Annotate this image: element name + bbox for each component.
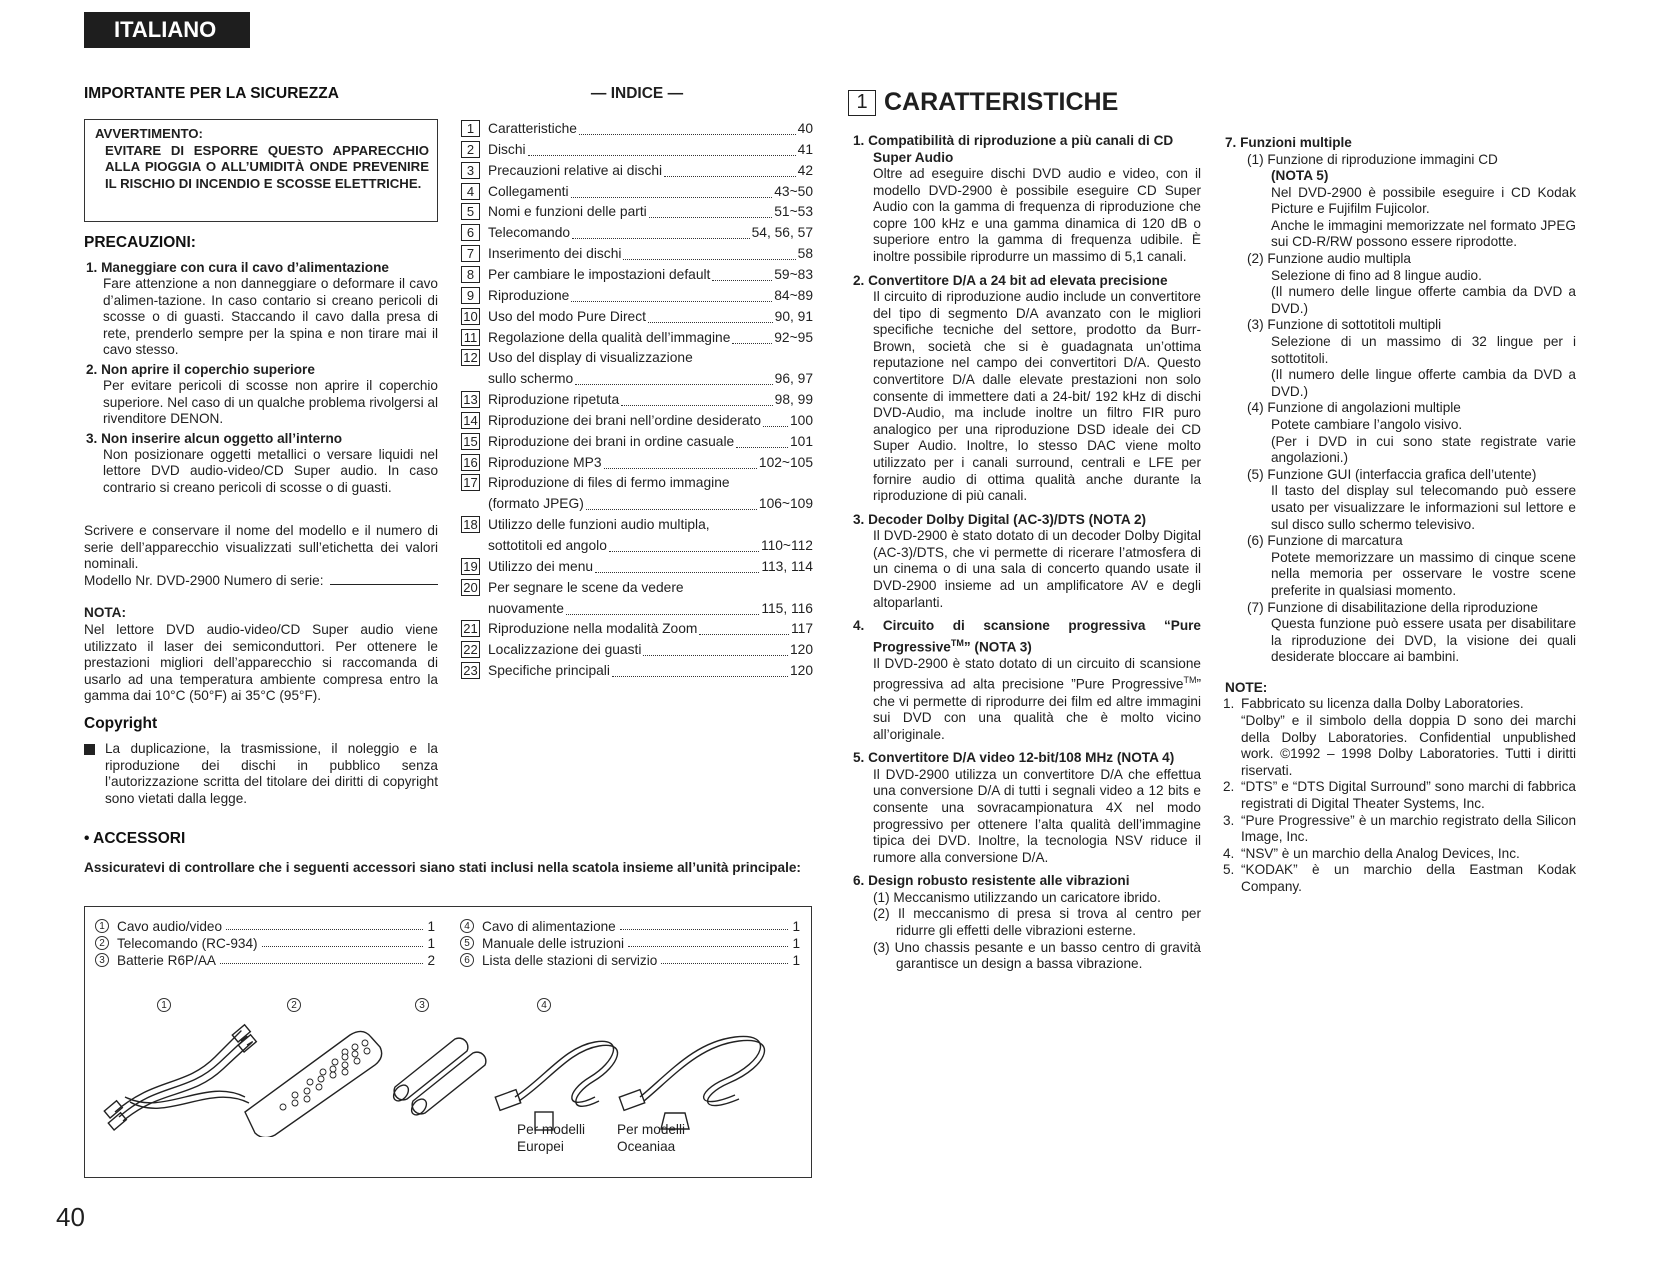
index-number: 7 (461, 245, 480, 262)
feature-7-item-body: Potete cambiare l’angolo visivo. (1271, 417, 1463, 432)
item-label: Batterie R6P/AA (117, 953, 216, 968)
caption-oc-line1: Per modelli (617, 1122, 685, 1137)
index-page: 115, 116 (761, 600, 813, 616)
index-text: Telecomando (488, 225, 571, 241)
feature-7-item-head: (6) Funzione di marcatura (1247, 533, 1403, 549)
index-row (461, 514, 813, 535)
power-cord-eu-icon (495, 1041, 617, 1130)
dot-leader (620, 919, 789, 930)
index-page: 58 (797, 246, 813, 262)
index-page: 40 (797, 121, 813, 136)
features-number: 1 (848, 90, 876, 116)
index-number: 2 (461, 141, 480, 158)
index-text: Per cambiare le impostazioni default (488, 266, 711, 282)
note-number: 3. (1223, 812, 1235, 828)
caption-eu-line2: Europei (517, 1138, 564, 1154)
figure-label-1: 1 (157, 998, 171, 1012)
dot-leader (736, 447, 788, 448)
accessory-item (460, 919, 800, 934)
caption-eu-line1: Per modelli (517, 1122, 585, 1137)
index-number (461, 495, 480, 512)
note-number: 1. (1223, 696, 1235, 712)
item-qty: 1 (427, 919, 435, 934)
dot-leader (643, 655, 788, 656)
dot-leader (579, 134, 796, 135)
index-text: Riproduzione ripetuta (488, 392, 620, 408)
feature-3-body: Il DVD-2900 è stato dotato di un decoder Dolby Digital (AC-3)/DTS, che vi permette di ricerare l’atmosfera di un cinema o di una sala di concerto quando usate il DVD-2900 insieme ad un amplificatore AV e degli altoparlanti. (873, 528, 1201, 610)
index-row (461, 431, 813, 452)
precaution-3-body: Non posizionare oggetti metallici o versare liquidi nel lettore DVD audio-video/CD Super audio. In caso contrario si creano pericoli di scosse o di guasti. (103, 446, 438, 495)
dot-leader (595, 572, 759, 573)
square-bullet-icon (84, 744, 95, 755)
model-line-text: Modello Nr. DVD-2900 Numero di serie: (84, 573, 324, 588)
index-text: Dischi (488, 141, 526, 157)
index-page: 117 (791, 621, 813, 637)
item-number: 6 (460, 953, 474, 967)
index-row (461, 535, 813, 556)
note-text2: “Dolby” e il simbolo della doppia D sono dei marchi della Dolby Laboratories. Confidential unpublished work. ©1992 – 1998 Dolby Laboratories. Tutti i diritti riservati. (1241, 713, 1576, 778)
dot-leader (528, 155, 796, 156)
index-text: Riproduzione dei brani in ordine casuale (488, 433, 735, 449)
feature-7-item-head: (1) Funzione di riproduzione immagini CD (1247, 151, 1498, 167)
index-title: — INDICE — (590, 85, 684, 102)
index-text: Riproduzione nella modalità Zoom (488, 621, 698, 637)
feature-7-item-body: Selezione di un massimo di 32 lingue per i sottotitoli. (1271, 334, 1576, 366)
index-text: Regolazione della qualità dell’immagine (488, 329, 731, 345)
dot-leader (262, 936, 424, 947)
index-page: 42 (797, 162, 813, 178)
note-text: “KODAK” è un marchio della Eastman Kodak Company. (1241, 862, 1576, 894)
precaution-1-title: 1. Maneggiare con cura il cavo d’alimentazione (86, 260, 389, 275)
index-row (461, 660, 813, 681)
dot-leader (648, 322, 773, 323)
warning-box (84, 119, 438, 222)
accessory-item (95, 953, 435, 968)
dot-leader (586, 509, 757, 510)
dot-leader (572, 238, 750, 239)
accessories-intro: Assicuratevi di controllare che i seguenti accessori siano stati inclusi nella scatola insieme all’unità principale: (84, 860, 801, 875)
note-text: “NSV” è un marchio della Analog Devices, Inc. (1241, 845, 1520, 861)
index-row (461, 598, 813, 619)
index-number (461, 537, 480, 554)
index-row (461, 327, 813, 348)
precaution-3-title: 3. Non inserire alcun oggetto all’interno (86, 430, 343, 446)
index-number: 10 (461, 308, 480, 325)
feature-7-item-body: Il tasto del display sul telecomando può essere usato per visualizzare le informazioni sul lettore e sul disco sullo schermo televisivo. (1271, 483, 1576, 532)
feature-2-body: Il circuito di riproduzione audio include un convertitore del tipo di segmento D/A avanzato con le migliori specifiche tecniche del settore, prodotto da Burr-Brown, società che si è guadagnata un’ottima reputazione nel campo dei convertitori D/A. Questo convertitore D/A dalle elevate prestazioni non solo consente di immettere dati a 24-bit/ 192 kHz di dischi DVD-Audio, ma include inoltre un filtro FIR puro analogico per una riproduzione DSD ideale dei CD Super Audio. Inoltre, lo stesso DAC viene molto utilizzato per i canali surround, centrali e LFE per fornire audio di ottima qualità anche durante la riproduzione di più canali. (873, 289, 1201, 504)
index-number: 6 (461, 224, 480, 241)
feature-7-item-body2: (Il numero delle lingue offerte cambia da DVD a DVD.) (1271, 284, 1576, 316)
feature-7-item-note: (NOTA 5) (1271, 168, 1329, 184)
dot-leader (220, 953, 423, 964)
dot-leader (575, 384, 773, 385)
index-text: Localizzazione dei guasti (488, 642, 642, 658)
index-page: 41 (797, 141, 813, 157)
feature-7-title: 7. Funzioni multiple (1225, 135, 1352, 150)
dot-leader (712, 280, 772, 281)
index-number: 4 (461, 183, 480, 200)
index-row (461, 306, 813, 327)
dot-leader (604, 468, 757, 469)
index-page: 51~53 (774, 204, 813, 220)
nota-title: NOTA: (84, 605, 127, 620)
features-title: CARATTERISTICHE (884, 88, 1119, 116)
feature-2-title: 2. Convertitore D/A a 24 bit ad elevata precisione (853, 272, 1168, 288)
feature-4-title-a: 4. Circuito di scansione progressiva “Pure Progressive (853, 618, 1201, 655)
index-number: 21 (461, 620, 480, 637)
index-number: 9 (461, 287, 480, 304)
feature-7-item-head: (5) Funzione GUI (interfaccia grafica dell’utente) (1247, 466, 1537, 482)
serial-note: Scrivere e conservare il nome del modello e il numero di serie dell’apparecchio visualizzati sull’etichetta dei valori nominali. (84, 523, 438, 572)
dot-leader (763, 426, 788, 427)
index-text: Inserimento dei dischi (488, 246, 622, 262)
index-number: 20 (461, 579, 480, 596)
index-text: sullo schermo (488, 371, 574, 387)
index-row (461, 201, 813, 222)
item-number: 4 (460, 919, 474, 933)
feature-4-body-a: Il DVD-2900 è stato dotato di un circuito di scansione progressiva ad alta precisione ”Pure Progressive (873, 655, 1201, 692)
index-row (461, 347, 813, 368)
index-text: Riproduzione dei brani nell’ordine desiderato (488, 412, 762, 428)
index-text: (formato JPEG) (488, 496, 584, 512)
index-row (461, 410, 813, 431)
note-text: Fabbricato su licenza dalla Dolby Laboratories. (1241, 696, 1524, 712)
index-number: 17 (461, 474, 480, 491)
warning-text: EVITARE DI ESPORRE QUESTO APPARECCHIO ALLA PIOGGIA O ALL’UMIDITÀ ONDE PREVENIRE IL RISCHIO DI INCENDIO E SCOSSE ELETTRICHE. (105, 142, 429, 191)
index-page: 84~89 (774, 287, 813, 303)
feature-7-item-body2: Anche le immagini memorizzate nel formato JPEG sui CD-R/RW possono essere riprodotte. (1271, 217, 1576, 250)
item-label: Lista delle stazioni di servizio (482, 953, 658, 968)
item-label: Manuale delle istruzioni (482, 936, 625, 951)
index-text: Riproduzione MP3 (488, 454, 602, 470)
dot-leader (664, 176, 796, 177)
index-number: 13 (461, 391, 480, 408)
feature-1-title: 1. Compatibilità di riproduzione a più canali di CD Super Audio (853, 133, 1174, 165)
item-number: 3 (95, 953, 109, 967)
index-number: 11 (461, 329, 480, 346)
item-qty: 1 (792, 953, 800, 968)
feature-7-item-head: (7) Funzione di disabilitazione della riproduzione (1247, 599, 1538, 615)
figure-label-3: 3 (415, 998, 429, 1012)
index-row (461, 222, 813, 243)
note-item (1223, 846, 1576, 863)
feature-6-title: 6. Design robusto resistente alle vibrazioni (853, 873, 1130, 889)
index-text: nuovamente (488, 600, 564, 616)
index-page: 98, 99 (774, 392, 813, 408)
index-page: 92~95 (774, 329, 813, 345)
index-row (461, 368, 813, 389)
item-number: 5 (460, 936, 474, 950)
index-row (461, 243, 813, 264)
index-number: 14 (461, 412, 480, 429)
index-text: Riproduzione (488, 287, 570, 303)
note-item (1223, 862, 1576, 895)
feature-7-item-body2: (Per i DVD in cui sono state registrate varie angolazioni.) (1271, 433, 1576, 466)
feature-7-item-head: (2) Funzione audio multipla (1247, 251, 1411, 267)
item-qty: 1 (792, 919, 800, 934)
accessory-item (95, 919, 435, 934)
accessory-item (460, 953, 800, 968)
dot-leader (623, 259, 795, 260)
copyright-title: Copyright (84, 715, 158, 732)
dot-leader (699, 634, 789, 635)
caption-oc (617, 1122, 685, 1155)
index-row (461, 139, 813, 160)
copyright-item (84, 741, 438, 807)
index-number: 1 (461, 120, 480, 137)
precaution-2-body: Per evitare pericoli di scosse non aprire il coperchio superiore. Nel caso di un qualche problema rivolgersi al rivenditore DENON. (103, 377, 438, 427)
index-page: 120 (789, 663, 813, 679)
note-number: 4. (1223, 845, 1235, 861)
dot-leader (226, 919, 423, 930)
index-text: Nomi e funzioni delle parti (488, 204, 647, 220)
note-item (1223, 779, 1576, 812)
feature-6-item: (3) Uno chassis pesante e un basso centro di gravità garantisce un design a bassa vibrazione. (873, 939, 1201, 972)
dot-leader (621, 405, 772, 406)
index-row (461, 389, 813, 410)
feature-7-item-body: Potete memorizzare un massimo di cinque scene nella memoria per osservare le vostre scene preferite in qualsiasi momento. (1271, 549, 1576, 598)
index-text: Riproduzione di files di fermo immagine (488, 475, 730, 491)
precaution-1-body: Fare attenzione a non danneggiare o deformare il cavo d’alimen-tazione. In caso contario si creano pericoli di scosse o di guasti. Staccando il cavo dalla presa di rete, prenderlo sempre per la spina e non tirare mai il cavo stesso. (103, 276, 438, 358)
index-text: Collegamenti (488, 183, 569, 199)
feature-7-item-body: Selezione di fino ad 8 lingue audio. (1271, 267, 1482, 283)
feature-7-item-body2: (Il numero delle lingue offerte cambia da DVD a DVD.) (1271, 367, 1576, 399)
dot-leader (732, 343, 772, 344)
page-number: 40 (56, 1202, 85, 1232)
accessories-box (84, 906, 812, 1178)
index-text: Uso del display di visualizzazione (488, 350, 693, 366)
precaution-2-title: 2. Non aprire il coperchio superiore (86, 361, 315, 377)
notes-title: NOTE: (1225, 679, 1268, 695)
model-line (84, 573, 438, 588)
feature-4-body (848, 656, 1201, 744)
accessories-title: • ACCESSORI (84, 830, 186, 847)
index-number (461, 370, 480, 387)
feature-3-title: 3. Decoder Dolby Digital (AC-3)/DTS (NOTA 2) (853, 511, 1147, 527)
index-row (461, 452, 813, 473)
dot-leader (609, 551, 759, 552)
item-label: Cavo di alimentazione (482, 919, 616, 934)
index-text: Utilizzo dei menu (488, 558, 594, 574)
feature-4-body-b: ” che vi permette di riprodurre dei film ed altre immagini sui DVD con una qualità che è molto vicino all’originale. (873, 676, 1201, 742)
figure-label-4: 4 (537, 998, 551, 1012)
warning-title: AVVERTIMENTO: (95, 126, 203, 141)
dot-leader (661, 953, 788, 964)
feature-5-body: Il DVD-2900 utilizza un convertitore D/A che effettua una conversione D/A di tutti i segnali video a 12 bits e consente una sovracampionatura 4X nel modo progressivo per ottenere l’alta qualità dell’immagine tipica dei DVD. Inoltre, la tecnologia NSV riduce il rumore alla conversione D/A. (873, 766, 1201, 865)
feature-4-title (848, 618, 1201, 656)
feature-5-title: 5. Convertitore D/A video 12-bit/108 MHz (NOTA 4) (853, 750, 1175, 766)
item-qty: 1 (427, 936, 435, 951)
index-page: 102~105 (758, 454, 813, 470)
note-item (1223, 696, 1576, 713)
note-number: 2. (1223, 779, 1235, 795)
note-text: “Pure Progressive” è un marchio registrato della Silicon Image, Inc. (1241, 812, 1576, 845)
index-row (461, 577, 813, 598)
feature-7-item-body: Nel DVD-2900 è possibile eseguire i CD Kodak Picture e Fujifilm Fujicolor. (1271, 184, 1576, 217)
feature-7-item-body: Questa funzione può essere usata per disabilitare la riproduzione dei DVD, la visione dei quali desiderate bloccare ai bambini. (1271, 616, 1576, 665)
item-label: Cavo audio/video (117, 919, 223, 934)
index-number: 15 (461, 433, 480, 450)
index-number: 12 (461, 349, 480, 366)
index-row (461, 472, 813, 493)
features-col-left (848, 133, 1201, 973)
item-qty: 1 (792, 936, 800, 951)
feature-6-item: (1) Meccanismo utilizzando un caricatore ibrido. (873, 889, 1161, 905)
index-row (461, 556, 813, 577)
note-item (1223, 813, 1576, 846)
feature-7-item-head: (3) Funzione di sottotitoli multipli (1247, 317, 1442, 333)
index-row (461, 118, 813, 139)
item-number: 1 (95, 919, 109, 933)
item-qty: 2 (427, 953, 435, 968)
index-row (461, 285, 813, 306)
index-page: 90, 91 (774, 308, 813, 324)
copyright-body: La duplicazione, la trasmissione, il noleggio e la riproduzione dei dischi in pubblico senza l’autorizzazione scritta del titolare dei diritti di copyright sono vietati dalla legge. (105, 741, 438, 806)
serial-blank (330, 573, 439, 585)
index-page: 43~50 (774, 183, 813, 199)
note-text: “DTS” e “DTS Digital Surround” sono marchi di fabbrica registrati di Digital Theater Systems, Inc. (1241, 779, 1576, 811)
index-row (461, 160, 813, 181)
batteries-icon (391, 1038, 486, 1118)
dot-leader (628, 936, 788, 947)
tm-mark: TM (950, 637, 964, 648)
index-text: Uso del modo Pure Direct (488, 308, 646, 324)
index-row (461, 181, 813, 202)
index-row (461, 639, 813, 660)
dot-leader (566, 614, 759, 615)
index-number: 5 (461, 203, 480, 220)
figure-label-2: 2 (287, 998, 301, 1012)
index-page: 100 (789, 412, 813, 428)
index-page: 96, 97 (774, 371, 813, 387)
av-cable-icon (104, 1025, 256, 1130)
index-number: 22 (461, 641, 480, 658)
dot-leader (571, 301, 772, 302)
feature-1-body: Oltre ad eseguire dischi DVD audio e video, con il modello DVD-2900 è possibile eseguire CD Super Audio con la gamma di frequenza di riproduzione che copre 100 kHz e una gamma dinamica di 120 dB o superiore entro la gamma di frequenza udibile. È inoltre possibile riprodurre un massimo di 5,1 canali. (873, 166, 1201, 264)
safety-title: IMPORTANTE PER LA SICUREZZA (84, 85, 339, 102)
index-page: 113, 114 (761, 558, 813, 574)
index-text: Per segnare le scene da vedere (488, 579, 684, 595)
note-number: 5. (1223, 862, 1235, 878)
precautions-list (84, 259, 438, 497)
index-page: 120 (789, 642, 813, 658)
remote-control-icon (245, 1031, 382, 1137)
index-number (461, 600, 480, 617)
caption-eu (517, 1122, 585, 1155)
index-page: 106~109 (758, 496, 813, 512)
index-number: 19 (461, 558, 480, 575)
item-label: Telecomando (RC-934) (117, 936, 258, 951)
feature-4-title-b: ” (NOTA 3) (963, 639, 1032, 655)
index-number: 23 (461, 662, 480, 679)
features-heading (848, 88, 1118, 117)
index-text: Specifiche principali (488, 663, 610, 679)
index-page: 54, 56, 57 (751, 225, 813, 241)
features-col-right (1223, 135, 1576, 896)
item-number: 2 (95, 936, 109, 950)
accessory-item (460, 936, 800, 951)
dot-leader (612, 676, 788, 677)
caption-oc-line2: Oceaniaa (617, 1138, 676, 1154)
index-number: 18 (461, 516, 480, 533)
index-row (461, 618, 813, 639)
notes-list (1223, 696, 1576, 895)
power-cord-oc-icon (619, 1036, 764, 1129)
accessory-item (95, 936, 435, 951)
language-tab: ITALIANO (84, 12, 250, 48)
feature-7-item-head: (4) Funzione di angolazioni multiple (1247, 400, 1461, 416)
index-text: Caratteristiche (488, 121, 577, 136)
index-number: 8 (461, 266, 480, 283)
index-row (461, 493, 813, 514)
index-page: 59~83 (774, 266, 813, 282)
dot-leader (649, 217, 773, 218)
nota-body: Nel lettore DVD audio-video/CD Super audio viene utilizzato il laser dei semiconduttori. Per ottenere le prestazioni migliori dell’apparecchio si raccomanda di usarlo ad una temperatura ambiente compresa entro la gamma dai 10°C (50°F) ai 35°C (95°F). (84, 622, 438, 704)
tm-mark: TM (1183, 675, 1197, 686)
index-text: sottotitoli ed angolo (488, 538, 607, 553)
index-number: 16 (461, 454, 480, 471)
dot-leader (571, 197, 773, 198)
index-row (461, 264, 813, 285)
index-text: Utilizzo delle funzioni audio multipla, (488, 517, 710, 533)
feature-6-item: (2) Il meccanismo di presa si trova al centro per ridurre gli effetti delle vibrazioni esterne. (873, 906, 1201, 939)
index-page: 101 (789, 433, 813, 449)
accessories-illustration (95, 1017, 805, 1137)
index-text: Precauzioni relative ai dischi (488, 162, 663, 178)
precautions-title: PRECAUZIONI: (84, 234, 196, 251)
index-page: 110~112 (760, 538, 813, 553)
index-number: 3 (461, 162, 480, 179)
